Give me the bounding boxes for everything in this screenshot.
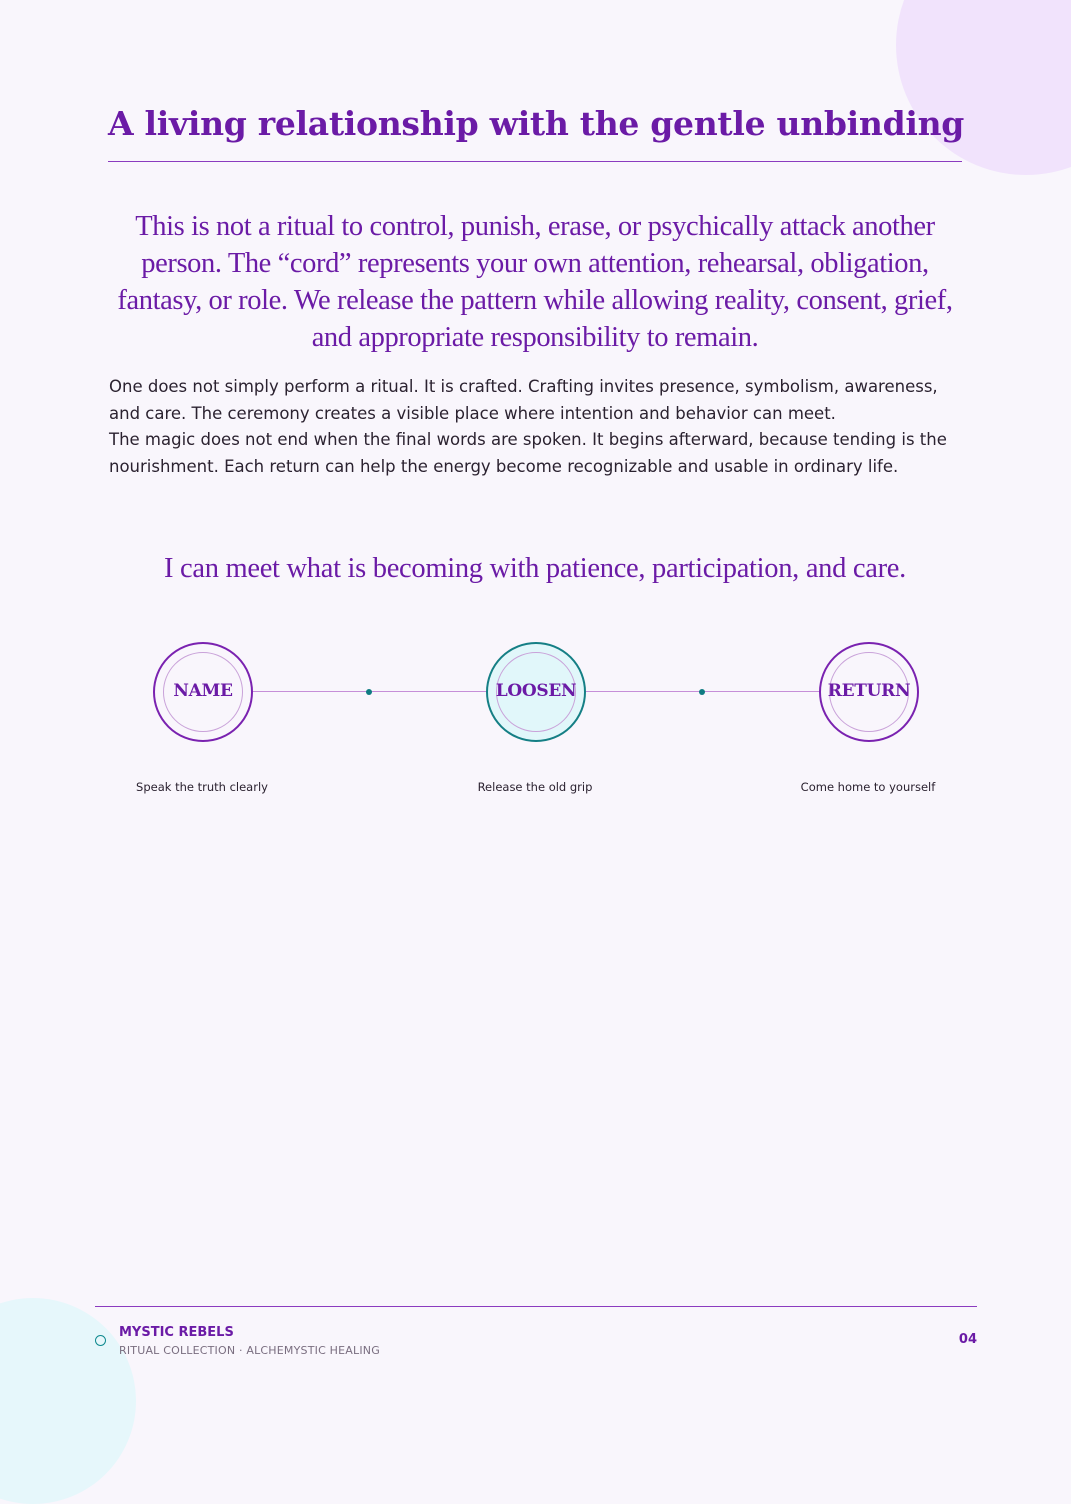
paragraph: One does not simply perform a ritual. It is crafted. Crafting invites presence, symbolism, awareness, and care. The ceremony creates a visible place where intention and behavior can meet. [109,377,938,423]
page-title: A living relationship with the gentle unbinding [108,104,965,143]
step-caption: Release the old grip [477,780,593,794]
pull-quote: This is not a ritual to control, punish, erase, or psychically attack another person. The “cord” represents your own attention, rehearsal, obligation, fantasy, or role. We release the pattern while allowing reality, consent, grief, and appropriate responsibility to remain. [117,211,953,353]
connector-dot [699,689,705,695]
step-label: RETURN [827,681,911,701]
decorative-circle-bottom [0,1298,136,1504]
footer-divider [95,1306,977,1307]
step-label: NAME [173,681,233,701]
step-caption: Speak the truth clearly [136,780,268,794]
connector-dot [366,689,372,695]
circle-icon [95,1335,106,1346]
paragraph: The magic does not end when the final words are spoken. It begins afterward, because tending is the nourishment. Each return can help the energy become recognizable and usable in ordinary life. [109,430,947,476]
step-caption: Come home to yourself [800,780,936,794]
step-name [153,642,253,742]
step-label: LOOSEN [495,681,577,701]
footer-collection: RITUAL COLLECTION · ALCHEMYSTIC HEALING [119,1344,380,1357]
step-loosen [486,642,586,742]
affirmation: I can meet what is becoming with patience, participation, and care. [164,553,906,584]
body-text [109,374,969,480]
title-divider [108,161,962,162]
page-number: 04 [958,1332,977,1347]
step-return [819,642,919,742]
decorative-circle-top [896,0,1071,175]
footer-brand: MYSTIC REBELS [119,1325,234,1340]
